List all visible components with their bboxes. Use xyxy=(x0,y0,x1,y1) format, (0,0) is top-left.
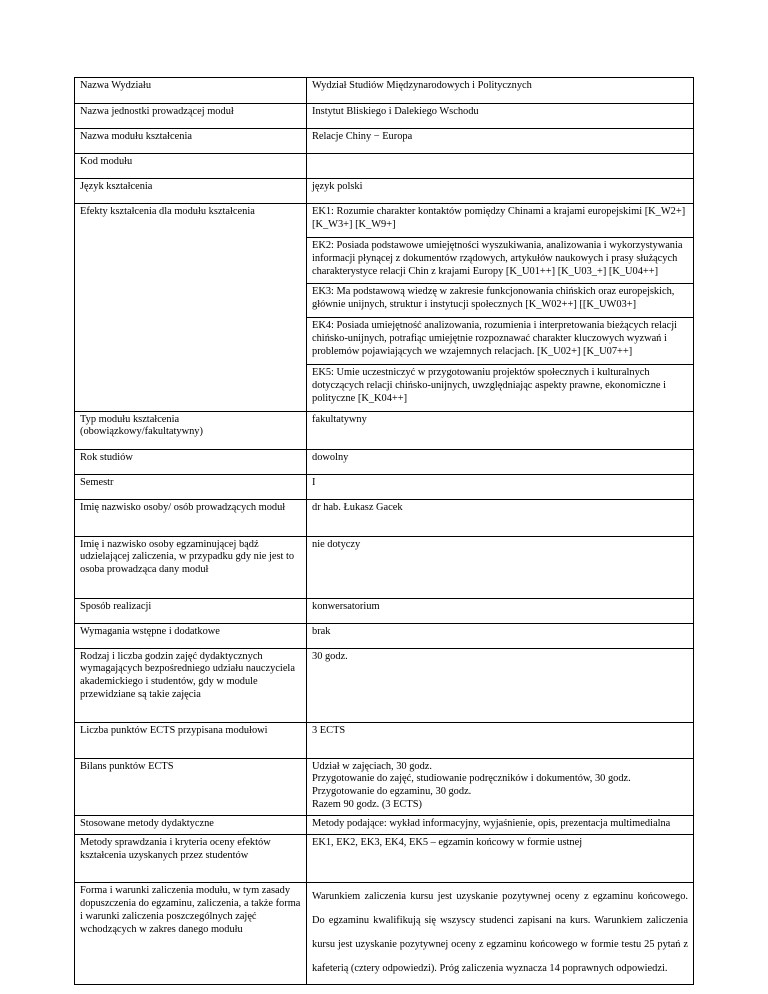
table-row xyxy=(75,474,694,499)
row-value: I xyxy=(307,474,694,499)
table-row xyxy=(75,129,694,154)
row-label: Typ modułu kształcenia (obowiązkowy/fakultatywny) xyxy=(75,411,307,449)
row-label: Imię nazwisko osoby/ osób prowadzących moduł xyxy=(75,499,307,536)
effect-ek3: EK3: Ma podstawową wiedzę w zakresie funkcjonowania chińskich oraz europejskich, głównie unijnych, struktur i instytucji społecznych [K_W02++] [[K_UW03+] xyxy=(307,284,694,318)
table-row xyxy=(75,816,694,835)
row-value: 30 godz. xyxy=(307,648,694,722)
row-value: język polski xyxy=(307,179,694,204)
row-label: Efekty kształcenia dla modułu kształcenia xyxy=(75,204,307,412)
row-value: dowolny xyxy=(307,449,694,474)
row-value: Metody podające: wykład informacyjny, wyjaśnienie, opis, prezentacja multimedialna xyxy=(307,816,694,835)
row-value: Instytut Bliskiego i Dalekiego Wschodu xyxy=(307,104,694,129)
row-label: Nazwa jednostki prowadzącej moduł xyxy=(75,104,307,129)
row-value: konwersatorium xyxy=(307,598,694,623)
table-row xyxy=(75,499,694,536)
module-description-table xyxy=(74,77,694,985)
table-row xyxy=(75,883,694,985)
table-row xyxy=(75,449,694,474)
table-row xyxy=(75,411,694,449)
row-value: brak xyxy=(307,623,694,648)
row-label: Wymagania wstępne i dodatkowe xyxy=(75,623,307,648)
effect-ek4: EK4: Posiada umiejętność analizowania, rozumienia i interpretowania bieżących relacji chińsko-unijnych, potrafiąc umiejętnie rozpoznawać charakter kluczowych wyzwań i problemów pojawiających we wzajemnych relacjach. [K_U02+] [K_U07++] xyxy=(307,318,694,365)
row-value: EK1, EK2, EK3, EK4, EK5 – egzamin końcowy w formie ustnej xyxy=(307,835,694,883)
table-row xyxy=(75,623,694,648)
effect-ek1: EK1: Rozumie charakter kontaktów pomiędzy Chinami a krajami europejskimi [K_W2+] [K_W3+] [K_W9+] xyxy=(307,204,694,238)
row-label: Kod modułu xyxy=(75,154,307,179)
row-label: Nazwa modułu kształcenia xyxy=(75,129,307,154)
table-row xyxy=(75,648,694,722)
row-label: Liczba punktów ECTS przypisana modułowi xyxy=(75,722,307,758)
row-label: Rok studiów xyxy=(75,449,307,474)
row-value: Warunkiem zaliczenia kursu jest uzyskanie pozytywnej oceny z egzaminu końcowego. Do egzaminu kwalifikują się wszyscy studenci zapisani na kurs. Warunkiem zaliczenia kursu jest uzyskanie pozytywnej oceny z egzaminu końcowego w formie testu 25 pytań z kafeterią (cztery odpowiedzi). Próg zaliczenia wyznacza 14 poprawnych odpowiedzi. xyxy=(307,883,694,985)
row-value: 3 ECTS xyxy=(307,722,694,758)
row-value: nie dotyczy xyxy=(307,536,694,598)
table-row xyxy=(75,204,694,238)
row-label: Sposób realizacji xyxy=(75,598,307,623)
row-value: dr hab. Łukasz Gacek xyxy=(307,499,694,536)
row-value xyxy=(307,154,694,179)
table-row xyxy=(75,104,694,129)
row-value: Relacje Chiny − Europa xyxy=(307,129,694,154)
table-row xyxy=(75,722,694,758)
effect-ek2: EK2: Posiada podstawowe umiejętności wyszukiwania, analizowania i wykorzystywania informacji płynącej z dokumentów rządowych, artykułów naukowych i prasy służących charakterystyce relacji Chin z krajami Europy [K_U01++] [K_U03_+] [K_U04++] xyxy=(307,237,694,284)
row-label: Semestr xyxy=(75,474,307,499)
row-value: Udział w zajęciach, 30 godz. Przygotowanie do zajęć, studiowanie podręczników i dokumentów, 30 godz. Przygotowanie do egzaminu, 30 godz. Razem 90 godz. (3 ECTS) xyxy=(307,758,694,816)
row-label: Forma i warunki zaliczenia modułu, w tym zasady dopuszczenia do egzaminu, zaliczenia, a także forma i warunki zaliczenia poszczególnych zajęć wchodzących w zakres danego modułu xyxy=(75,883,307,985)
row-label: Rodzaj i liczba godzin zajęć dydaktycznych wymagających bezpośredniego udziału nauczyciela akademickiego i studentów, gdy w module przewidziane są takie zajęcia xyxy=(75,648,307,722)
row-label: Metody sprawdzania i kryteria oceny efektów kształcenia uzyskanych przez studentów xyxy=(75,835,307,883)
table-row xyxy=(75,154,694,179)
row-value: fakultatywny xyxy=(307,411,694,449)
table-row xyxy=(75,598,694,623)
effect-ek5: EK5: Umie uczestniczyć w przygotowaniu projektów społecznych i kulturalnych dotyczących relacji chińsko-unijnych, uwzględniając aspekty prawne, ekonomiczne i polityczne [K_K04++] xyxy=(307,364,694,411)
row-label: Nazwa Wydziału xyxy=(75,78,307,104)
table-row xyxy=(75,179,694,204)
row-label: Bilans punktów ECTS xyxy=(75,758,307,816)
table-row xyxy=(75,78,694,104)
row-label: Imię i nazwisko osoby egzaminującej bądź udzielającej zaliczenia, w przypadku gdy nie jest to osoba prowadząca dany moduł xyxy=(75,536,307,598)
row-value: Wydział Studiów Międzynarodowych i Politycznych xyxy=(307,78,694,104)
table-row xyxy=(75,536,694,598)
table-row xyxy=(75,758,694,816)
row-label: Stosowane metody dydaktyczne xyxy=(75,816,307,835)
table-row xyxy=(75,835,694,883)
row-label: Język kształcenia xyxy=(75,179,307,204)
